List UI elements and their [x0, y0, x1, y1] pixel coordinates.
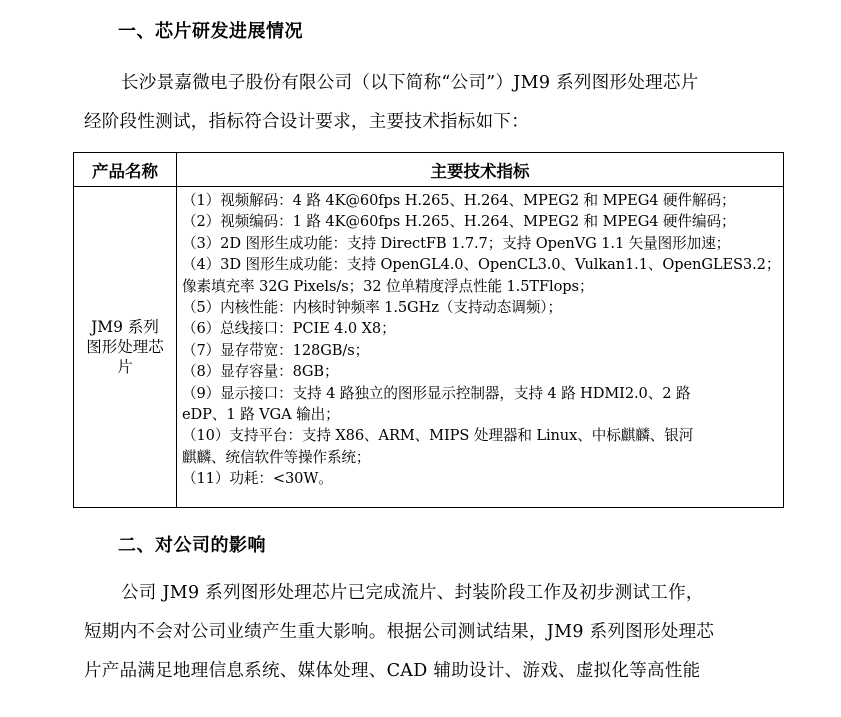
spec-line: （7）显存带宽：128GB/s；: [182, 341, 370, 359]
spec-line: （6）总线接口：PCIE 4.0 X8；: [182, 320, 396, 338]
section-2-paragraph-line: 短期内不会对公司业绩产生重大影响。根据公司测试结果，JM9 系列图形处理芯: [84, 622, 715, 642]
spec-line: （4）3D 图形生成功能：支持 OpenGL4.0、OpenCL3.0、Vulkan1.1、OpenGLES3.2；: [182, 256, 781, 274]
spec-table-row: [74, 187, 784, 508]
section-1-paragraph-line: 经阶段性测试，指标符合设计要求，主要技术指标如下：: [84, 112, 529, 132]
spec-line: （11）功耗：<30W。: [182, 470, 333, 488]
spec-table-header-row: [74, 153, 784, 187]
header-main-specs: 主要技术指标: [177, 153, 784, 187]
spec-table: [73, 152, 784, 508]
header-product-name: 产品名称: [74, 153, 177, 187]
spec-line: 像素填充率 32G Pixels/s；32 位单精度浮点性能 1.5TFlops；: [182, 277, 594, 295]
section-2-paragraph-line: 片产品满足地理信息系统、媒体处理、CAD 辅助设计、游戏、虚拟化等高性能: [84, 661, 701, 681]
spec-line: （9）显示接口：支持 4 路独立的图形显示控制器，支持 4 路 HDMI2.0、2 路: [182, 384, 691, 402]
product-name-cell: [74, 187, 177, 508]
section-2-heading: 二、对公司的影响: [118, 535, 266, 556]
spec-line: （10）支持平台：支持 X86、ARM、MIPS 处理器和 Linux、中标麒麟、银河: [182, 427, 694, 445]
section-1-heading: 一、芯片研发进展情况: [118, 21, 303, 42]
spec-line: 麒麟、统信软件等操作系统；: [182, 448, 371, 466]
spec-line: （3）2D 图形生成功能：支持 DirectFB 1.7.7；支持 OpenVG 1.1 矢量图形加速；: [182, 234, 731, 252]
spec-line: （1）视频解码：4 路 4K@60fps H.265、H.264、MPEG2 和 MPEG4 硬件解码；: [182, 192, 736, 209]
spec-line: （5）内核性能：内核时钟频率 1.5GHz（支持动态调频）；: [182, 299, 562, 317]
product-name: JM9 系列图形处理芯片: [86, 318, 164, 376]
spec-line: （2）视频编码：1 路 4K@60fps H.265、H.264、MPEG2 和 MPEG4 硬件编码；: [182, 213, 736, 231]
section-1-paragraph-line: 长沙景嘉微电子股份有限公司（以下简称“公司”）JM9 系列图形处理芯片: [121, 73, 699, 93]
section-2-paragraph-line: 公司 JM9 系列图形处理芯片已完成流片、封装阶段工作及初步测试工作，: [121, 583, 704, 603]
spec-line: eDP、1 路 VGA 输出；: [182, 406, 340, 424]
spec-list-cell: [177, 187, 784, 508]
spec-line: （8）显存容量：8GB；: [182, 363, 339, 381]
